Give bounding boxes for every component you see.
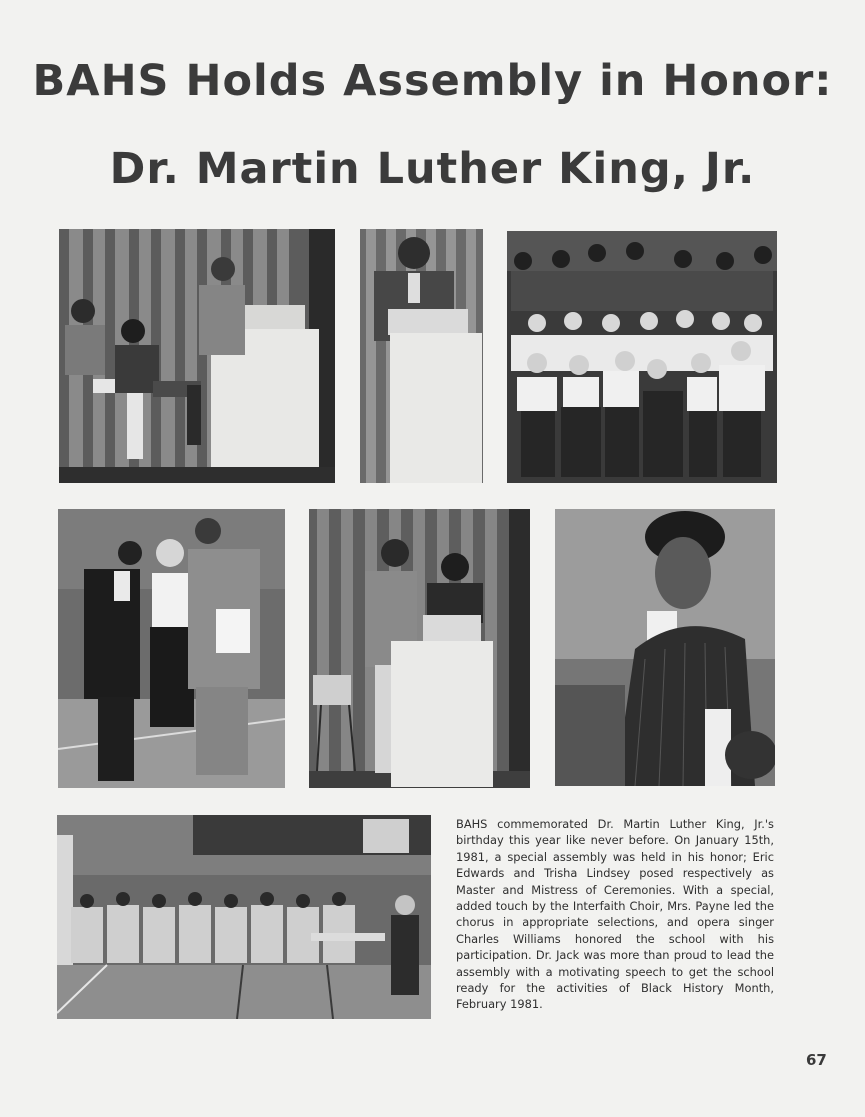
photo-gym-assembly (57, 815, 431, 1019)
photo-choir (507, 231, 777, 483)
article-caption: BAHS commemorated Dr. Martin Luther King, Jr.'s birthday this year like never before. On January 15th, 1981, a special assembly was held in his honor; Eric Edwards and Trisha Lindsey posed respectively as Master and Mistress of Ceremonies. With a special, added touch by the Interfaith Choir, Mrs. Payne led the chorus in appropriate selections, and opera singer Charles Williams honored the school with his participation. Dr. Jack was more than proud to lead the assembly with a motivating speech to get the school ready for the activities of Black History Month, February 1981. (456, 817, 774, 1012)
page-number: 67 (806, 1051, 827, 1069)
photo-student-listening (555, 509, 775, 786)
photo-stage-speakers (59, 229, 335, 483)
page-title-line-2: Dr. Martin Luther King, Jr. (109, 144, 756, 194)
photo-three-people-standing (58, 509, 285, 788)
photo-two-at-podium (309, 509, 530, 788)
page-title-line-1: BAHS Holds Assembly in Honor: (32, 56, 833, 106)
photo-speaker-at-podium (360, 229, 483, 483)
